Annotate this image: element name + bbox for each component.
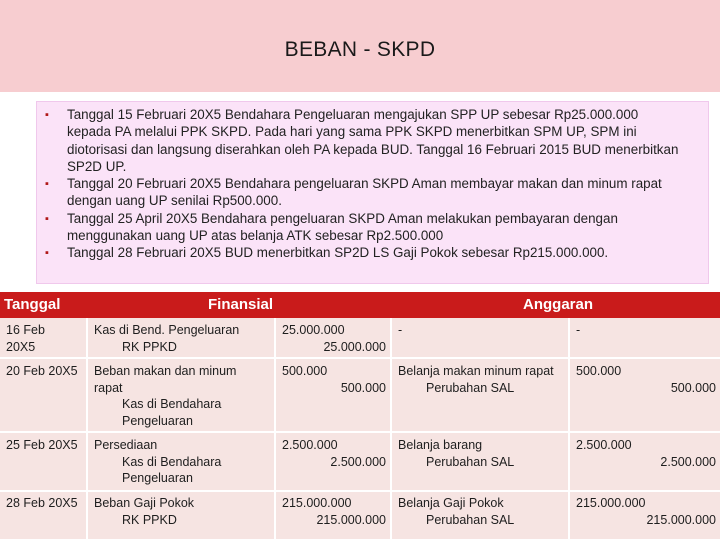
column-divider [274,318,276,540]
fin-debit-amount: 500.000 [282,364,328,378]
ang-debit-amount: 2.500.000 [576,438,632,452]
finansial-accounts [94,495,272,528]
date-cell: 20 Feb 20X5 [6,364,78,378]
date-cell: 28 Feb 20X5 [6,496,78,510]
date-cell: 16 Feb 20X5 [6,323,45,354]
bullet-text: Tanggal 15 Februari 20X5 Bendahara Pengeluaran mengajukan SPP UP sebesar Rp25.000.000 kepada PA melalui PPK SKPD. Pada hari yang sama PPK SKPD menerbitkan SPM UP, SPM ini diotorisasi dan langsung diserahkan oleh PA kepada BUD. Tanggal 16 Februari 2015 BUD menerbitkan SP2D UP. [67,107,679,174]
anggaran-amounts [576,495,716,528]
ang-credit-account: Perubahan SAL [426,454,515,469]
ang-credit-amount: 500.000 [670,380,716,395]
ang-credit-account: Perubahan SAL [426,380,515,395]
fin-debit-amount: 25.000.000 [282,323,345,337]
anggaran-accounts [398,437,566,470]
bullet-text: Tanggal 25 April 20X5 Bendahara pengeluaran SKPD Aman melakukan pembayaran dengan menggunakan uang UP atas belanja ATK sebesar Rp2.500.000 [67,210,618,244]
fin-debit-account: Beban makan dan minum rapat [94,364,237,395]
ang-debit-account: Belanja barang [398,438,483,452]
fin-credit-account: Kas di Bendahara Pengeluaran [122,397,222,428]
fin-debit-account: Kas di Bend. Pengeluaran [94,323,240,337]
page-title: BEBAN - SKPD [284,38,436,61]
anggaran-accounts [398,322,564,339]
bullet-text: Tanggal 28 Februari 20X5 BUD menerbitkan SP2D LS Gaji Pokok sebesar Rp215.000.000. [67,245,609,261]
list-item [43,210,683,245]
bullet-list [36,101,709,284]
table-header [0,292,720,318]
date-cell: 25 Feb 20X5 [6,438,78,452]
column-divider [568,318,570,540]
anggaran-amounts [576,437,716,470]
ang-debit-account: Belanja makan minum rapat [398,364,554,378]
fin-credit-account: Kas di Bendahara Pengeluaran [122,454,222,485]
fin-credit-amount: 2.500.000 [330,454,386,469]
square-bullet-icon: ▪ [45,109,49,121]
anggaran-accounts [398,363,566,396]
finansial-amounts [282,363,386,396]
square-bullet-icon: ▪ [45,247,49,260]
anggaran-accounts [398,495,566,528]
ang-debit-amount: - [576,323,581,337]
list-item [43,106,684,175]
header-anggaran: Anggaran [523,296,594,313]
fin-debit-amount: 215.000.000 [282,496,352,510]
finansial-amounts [282,322,386,355]
square-bullet-icon: ▪ [45,212,49,225]
fin-credit-amount: 25.000.000 [323,339,386,354]
square-bullet-icon: ▪ [45,178,49,191]
ang-debit-amount: 500.000 [576,364,622,378]
fin-credit-account: RK PPKD [122,339,177,354]
finansial-accounts [94,363,254,429]
list-item [43,244,703,261]
ang-credit-amount: 215.000.000 [646,512,716,527]
ang-credit-account: Perubahan SAL [426,512,515,527]
fin-debit-amount: 2.500.000 [282,438,338,452]
anggaran-amounts [576,363,716,396]
column-divider [86,318,88,540]
header-finansial: Finansial [208,296,274,313]
list-item [43,175,703,210]
header-tanggal: Tanggal [4,296,61,313]
finansial-amounts [282,495,386,528]
column-divider [390,318,392,540]
finansial-amounts [282,437,386,470]
fin-credit-amount: 500.000 [340,380,386,395]
finansial-accounts [94,437,254,487]
ang-debit-account: - [398,323,403,337]
ang-credit-amount: 2.500.000 [660,454,716,469]
fin-credit-account: RK PPKD [122,512,177,527]
fin-debit-account: Persediaan [94,438,158,452]
bullet-text: Tanggal 20 Februari 20X5 Bendahara pengeluaran SKPD Aman membayar makan dan minum rapat dengan uang UP senilai Rp500.000. [67,176,662,209]
finansial-accounts [94,322,272,355]
ang-debit-account: Belanja Gaji Pokok [398,496,504,510]
ang-debit-amount: 215.000.000 [576,496,646,510]
fin-debit-account: Beban Gaji Pokok [94,496,195,510]
anggaran-amounts [576,322,716,339]
fin-credit-amount: 215.000.000 [316,512,386,527]
